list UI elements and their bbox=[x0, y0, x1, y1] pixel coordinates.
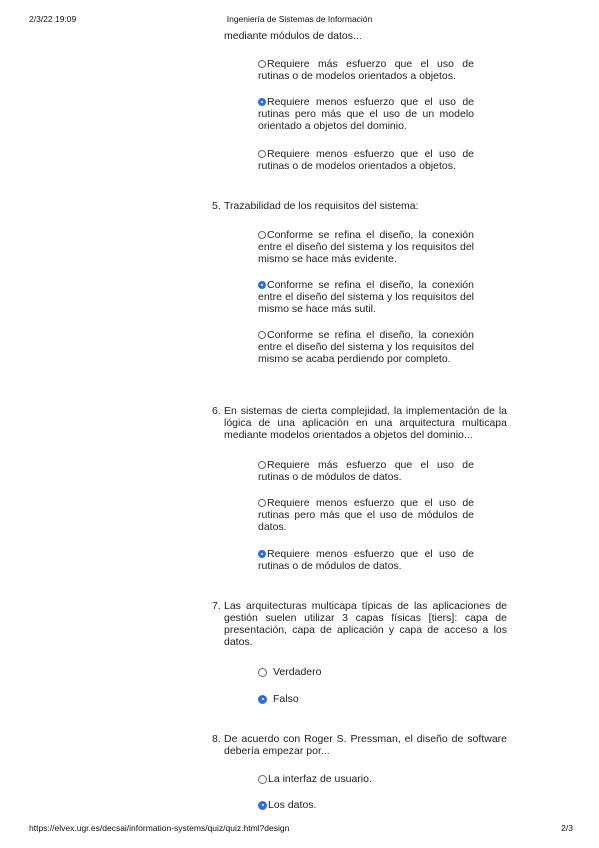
radio-unselected-icon[interactable] bbox=[258, 775, 267, 784]
q4-option-1[interactable]: Requiere más esfuerzo que el uso de rutinas o de modelos orientados a objetos. bbox=[258, 58, 474, 82]
radio-unselected-icon[interactable] bbox=[258, 231, 266, 239]
q4-option-3[interactable]: Requiere menos esfuerzo que el uso de rutinas o de modelos orientados a objetos. bbox=[258, 148, 474, 172]
print-datetime: 2/3/22 19:09 bbox=[29, 14, 77, 24]
q7-option-true[interactable]: Verdadero bbox=[258, 666, 498, 678]
page-url: https://elvex.ugr.es/decsai/information-systems/quiz/quiz.html?design bbox=[29, 823, 290, 833]
q5-option-3[interactable]: Conforme se refina el diseño, la conexión entre el diseño del sistema y los requisitos del mismo se acaba perdiendo por completo. bbox=[258, 329, 474, 365]
radio-selected-icon[interactable] bbox=[258, 98, 266, 106]
q5-option-2[interactable]: Conforme se refina el diseño, la conexión entre el diseño del sistema y los requisitos del mismo se hace más sutil. bbox=[258, 279, 474, 315]
q6-option-3[interactable]: Requiere menos esfuerzo que el uso de rutinas o de módulos de datos. bbox=[258, 548, 474, 572]
q8-option-2[interactable]: Los datos. bbox=[258, 799, 498, 811]
radio-unselected-icon[interactable] bbox=[258, 668, 267, 677]
radio-unselected-icon[interactable] bbox=[258, 499, 266, 507]
radio-unselected-icon[interactable] bbox=[258, 60, 266, 68]
question-5: 5. Trazabilidad de los requisitos del sistema: bbox=[212, 200, 419, 212]
q4-option-2[interactable]: Requiere menos esfuerzo que el uso de rutinas pero más que el uso de un modelo orientado a objetos del dominio. bbox=[258, 96, 474, 132]
radio-selected-icon[interactable] bbox=[258, 550, 266, 558]
q5-option-1[interactable]: Conforme se refina el diseño, la conexión entre el diseño del sistema y los requisitos del mismo se hace más evidente. bbox=[258, 229, 474, 265]
question-7: 7. Las arquitecturas multicapa típicas de las aplicaciones de gestión suelen utilizar 3 capas físicas [tiers]: capa de presentación, capa de aplicación y capa de acceso a los datos. bbox=[212, 600, 507, 648]
page-number: 2/3 bbox=[561, 823, 573, 833]
question-4-continuation: mediante módulos de datos... bbox=[224, 30, 362, 42]
radio-unselected-icon[interactable] bbox=[258, 461, 266, 469]
page-title: Ingeniería de Sistemas de Información bbox=[226, 14, 373, 24]
q7-option-false[interactable]: Falso bbox=[258, 693, 498, 705]
q6-option-2[interactable]: Requiere menos esfuerzo que el uso de rutinas pero más que el uso de módulos de datos. bbox=[258, 497, 474, 533]
question-8: 8. De acuerdo con Roger S. Pressman, el diseño de software debería empezar por... bbox=[212, 733, 507, 757]
radio-selected-icon[interactable] bbox=[258, 695, 267, 704]
radio-unselected-icon[interactable] bbox=[258, 331, 266, 339]
radio-selected-icon[interactable] bbox=[258, 281, 266, 289]
radio-unselected-icon[interactable] bbox=[258, 150, 266, 158]
question-6: 6. En sistemas de cierta complejidad, la implementación de la lógica de una aplicación en una arquitectura multicapa mediante modelos orientados a objetos del dominio... bbox=[212, 405, 507, 441]
q8-option-1[interactable]: La interfaz de usuario. bbox=[258, 773, 498, 785]
q6-option-1[interactable]: Requiere más esfuerzo que el uso de rutinas o de módulos de datos. bbox=[258, 459, 474, 483]
radio-selected-icon[interactable] bbox=[258, 801, 267, 810]
